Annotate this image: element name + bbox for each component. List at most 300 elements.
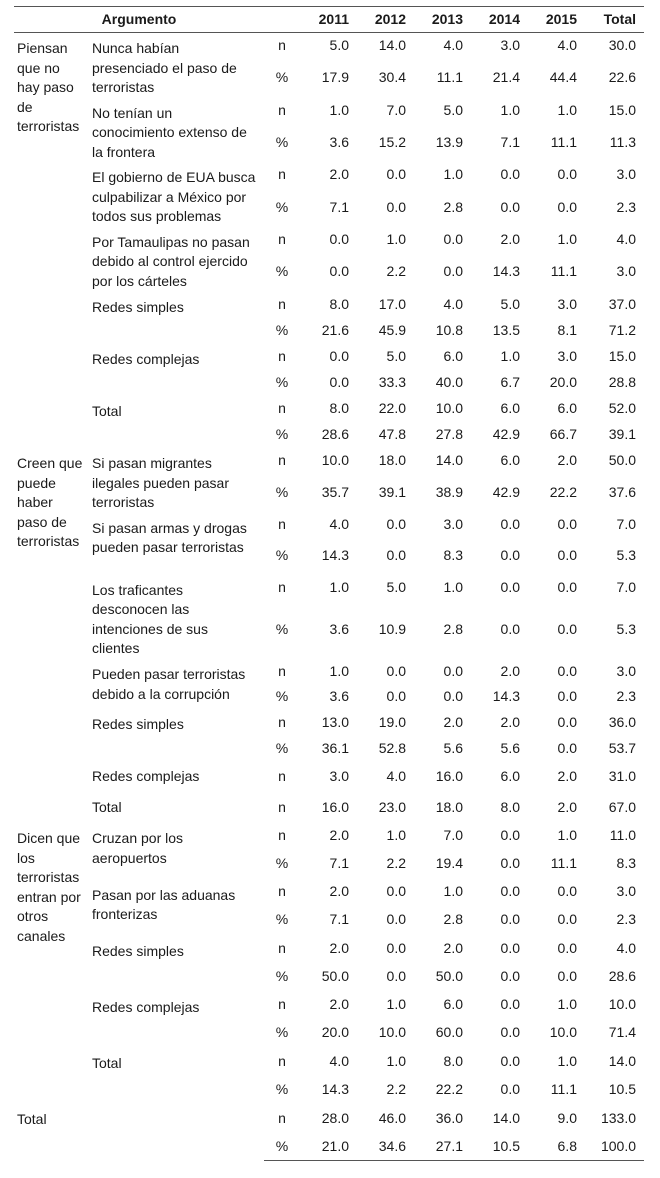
value-cell: 0.0 [500, 826, 521, 843]
value-cell: 0.0 [386, 166, 407, 183]
argument-label: Redes simples [92, 942, 184, 959]
argument-label: Redes complejas [92, 350, 200, 367]
value-cell: 0.0 [500, 1024, 521, 1041]
value-cell: 6.0 [443, 996, 464, 1013]
value-cell: 27.1 [414, 1132, 471, 1160]
value-cell: 35.7 [321, 484, 350, 501]
value-cell: 11.1 [550, 263, 578, 280]
value-cell: 0.0 [386, 940, 407, 957]
value-cell: 10.0 [435, 400, 464, 417]
value-cell: 40.0 [435, 374, 464, 391]
argument-label: Total [92, 402, 122, 419]
value-cell: 3.0 [557, 296, 578, 313]
value-cell: 2.8 [443, 198, 464, 215]
table-row [14, 936, 644, 962]
table-row [14, 227, 644, 252]
value-cell: 3.0 [616, 662, 637, 679]
unit-cell: n [278, 799, 286, 816]
argument-label: Nunca habían presenciado el paso de terroristas [92, 40, 237, 95]
header-2012: 2012 [357, 7, 414, 33]
value-cell: 3.0 [557, 348, 578, 365]
value-cell: 0.0 [386, 968, 407, 985]
value-cell: 2.0 [500, 713, 521, 730]
value-cell: 0.0 [500, 968, 521, 985]
value-cell: 44.4 [549, 69, 578, 86]
unit-cell: % [264, 1132, 300, 1160]
unit-cell: n [278, 516, 286, 533]
value-cell: 4.0 [616, 230, 637, 247]
value-cell: 0.0 [557, 911, 578, 928]
unit-cell: % [275, 263, 289, 280]
value-cell: 0.0 [386, 547, 407, 564]
value-cell: 1.0 [500, 101, 521, 118]
value-cell: 10.5 [608, 1080, 637, 1097]
unit-cell: % [275, 547, 289, 564]
table-row [14, 992, 644, 1018]
value-cell: 28.6 [321, 426, 350, 443]
value-cell: 10.0 [321, 452, 350, 468]
value-cell: 0.0 [386, 516, 407, 533]
value-cell: 31.0 [608, 768, 637, 785]
value-cell: 50.0 [321, 968, 350, 985]
unit-cell: n [278, 940, 286, 957]
unit-cell: n [278, 101, 286, 118]
value-cell: 10.9 [378, 621, 407, 638]
value-cell: 2.2 [386, 1080, 407, 1097]
unit-cell: n [278, 166, 286, 183]
value-cell: 52.8 [378, 739, 407, 756]
value-cell: 16.0 [435, 768, 464, 785]
unit-cell: n [278, 400, 286, 417]
value-cell: 39.1 [378, 484, 407, 501]
table-row [14, 709, 644, 735]
value-cell: 21.6 [321, 322, 350, 339]
header-2013: 2013 [414, 7, 471, 33]
group-label: Total [17, 1111, 47, 1128]
group-label: Creen que puede haber paso de terroristas [17, 455, 83, 549]
value-cell: 16.0 [321, 799, 350, 816]
value-cell: 0.0 [500, 855, 521, 872]
value-cell: 3.0 [500, 36, 521, 53]
value-cell: 1.0 [386, 996, 407, 1013]
value-cell: 7.0 [386, 101, 407, 118]
value-cell: 14.3 [321, 1080, 350, 1097]
argument-label: No tenían un conocimiento extenso de la frontera [92, 104, 247, 160]
value-cell: 5.3 [616, 547, 637, 564]
value-cell: 6.8 [528, 1132, 585, 1160]
value-cell: 7.0 [616, 579, 637, 596]
value-cell: 21.0 [300, 1132, 357, 1160]
table-row [14, 33, 644, 58]
value-cell: 22.6 [608, 69, 637, 86]
value-cell: 1.0 [557, 1052, 578, 1069]
value-cell: 0.0 [329, 348, 350, 365]
unit-cell: n [278, 452, 286, 468]
value-cell: 13.0 [321, 713, 350, 730]
value-cell: 0.0 [557, 940, 578, 957]
value-cell: 8.0 [443, 1052, 464, 1069]
value-cell: 10.0 [378, 1024, 407, 1041]
value-cell: 11.1 [550, 855, 578, 872]
table-row [14, 792, 644, 823]
value-cell: 4.0 [616, 940, 637, 957]
value-cell: 11.1 [436, 69, 464, 86]
value-cell: 30.4 [378, 69, 407, 86]
value-cell: 0.0 [443, 230, 464, 247]
unit-cell: % [275, 911, 289, 928]
table-row [14, 575, 644, 601]
data-table [14, 6, 644, 1161]
value-cell: 67.0 [608, 799, 637, 816]
table-row [14, 162, 644, 187]
value-cell: 14.0 [492, 1109, 521, 1126]
group-label: Dicen que los terroristas entran por otros canales [17, 830, 81, 944]
table-row [14, 1104, 644, 1132]
value-cell: 28.8 [608, 374, 637, 391]
value-cell: 3.6 [329, 687, 350, 704]
value-cell: 0.0 [557, 968, 578, 985]
value-cell: 30.0 [608, 36, 637, 53]
value-cell: 1.0 [329, 101, 350, 118]
unit-cell: % [275, 968, 289, 985]
unit-cell: % [275, 1080, 289, 1097]
value-cell: 4.0 [557, 36, 578, 53]
argument-label: El gobierno de EUA busca culpabilizar a México por todos sus problemas [92, 169, 256, 225]
value-cell: 0.0 [557, 662, 578, 679]
unit-cell: n [278, 296, 286, 313]
value-cell: 20.0 [549, 374, 578, 391]
value-cell: 100.0 [585, 1132, 644, 1160]
value-cell: 0.0 [557, 516, 578, 533]
value-cell: 2.3 [616, 198, 637, 215]
value-cell: 37.6 [608, 484, 637, 501]
value-cell: 0.0 [557, 579, 578, 596]
value-cell: 0.0 [500, 198, 521, 215]
value-cell: 20.0 [321, 1024, 350, 1041]
value-cell: 1.0 [443, 579, 464, 596]
value-cell: 1.0 [386, 826, 407, 843]
argument-label [86, 1104, 264, 1160]
unit-cell: % [275, 484, 289, 501]
value-cell: 52.0 [608, 400, 637, 417]
value-cell: 2.0 [329, 996, 350, 1013]
value-cell: 18.0 [378, 452, 407, 468]
value-cell: 2.0 [557, 768, 578, 785]
value-cell: 6.0 [443, 348, 464, 365]
value-cell: 1.0 [557, 101, 578, 118]
value-cell: 0.0 [386, 687, 407, 704]
value-cell: 38.9 [435, 484, 464, 501]
value-cell: 8.0 [500, 799, 521, 816]
value-cell: 10.8 [435, 322, 464, 339]
value-cell: 5.0 [386, 348, 407, 365]
value-cell: 1.0 [386, 1052, 407, 1069]
value-cell: 15.0 [608, 101, 637, 118]
value-cell: 3.0 [616, 166, 637, 183]
argument-label: Si pasan armas y drogas pueden pasar terroristas [92, 519, 247, 556]
value-cell: 14.0 [378, 36, 407, 53]
value-cell: 2.8 [443, 621, 464, 638]
value-cell: 53.7 [608, 739, 637, 756]
argument-label: Pasan por las aduanas fronterizas [92, 886, 236, 923]
value-cell: 5.3 [616, 621, 637, 638]
unit-cell: n [278, 826, 286, 843]
table-body [14, 33, 644, 1161]
unit-cell: n [278, 1109, 286, 1126]
table-row [14, 98, 644, 123]
value-cell: 3.6 [329, 133, 350, 150]
header-argumento: Argumento [14, 7, 264, 33]
argument-label: Pueden pasar terroristas debido a la corrupción [92, 666, 246, 702]
value-cell: 66.7 [549, 426, 578, 443]
argument-label: Los traficantes desconocen las intenciones de sus clientes [92, 581, 208, 657]
value-cell: 15.0 [608, 348, 637, 365]
value-cell: 0.0 [386, 911, 407, 928]
value-cell: 0.0 [386, 198, 407, 215]
header-row [14, 7, 644, 33]
value-cell: 0.0 [443, 662, 464, 679]
value-cell: 2.0 [329, 826, 350, 843]
unit-cell: n [278, 36, 286, 53]
value-cell: 28.0 [321, 1109, 350, 1126]
value-cell: 5.0 [329, 36, 350, 53]
value-cell: 2.8 [443, 911, 464, 928]
value-cell: 5.0 [500, 296, 521, 313]
value-cell: 1.0 [557, 996, 578, 1013]
value-cell: 8.0 [329, 296, 350, 313]
value-cell: 36.0 [435, 1109, 464, 1126]
value-cell: 42.9 [492, 426, 521, 443]
argument-label: Redes complejas [92, 768, 200, 785]
unit-cell: n [278, 662, 286, 679]
value-cell: 0.0 [557, 547, 578, 564]
table-row [14, 1048, 644, 1074]
value-cell: 1.0 [443, 166, 464, 183]
unit-cell: % [275, 739, 289, 756]
unit-cell: n [278, 713, 286, 730]
unit-cell: % [275, 426, 289, 443]
value-cell: 4.0 [443, 296, 464, 313]
value-cell: 45.9 [378, 322, 407, 339]
value-cell: 10.0 [549, 1024, 578, 1041]
value-cell: 3.0 [616, 263, 637, 280]
value-cell: 22.2 [435, 1080, 464, 1097]
unit-cell: n [278, 883, 286, 900]
value-cell: 71.2 [608, 322, 637, 339]
value-cell: 3.0 [329, 768, 350, 785]
group-label: Piensan que no hay paso de terroristas [17, 40, 80, 134]
value-cell: 7.1 [329, 855, 350, 872]
value-cell: 8.1 [557, 322, 578, 339]
value-cell: 11.1 [550, 133, 578, 150]
value-cell: 8.0 [329, 400, 350, 417]
value-cell: 2.3 [616, 911, 637, 928]
value-cell: 8.3 [616, 855, 637, 872]
unit-cell: n [278, 1052, 286, 1069]
value-cell: 19.4 [435, 855, 464, 872]
unit-cell: n [278, 230, 286, 247]
value-cell: 2.2 [386, 263, 407, 280]
value-cell: 0.0 [500, 883, 521, 900]
unit-cell: % [275, 1024, 289, 1041]
value-cell: 1.0 [386, 230, 407, 247]
value-cell: 0.0 [557, 166, 578, 183]
value-cell: 1.0 [500, 348, 521, 365]
table-row [14, 396, 644, 422]
value-cell: 2.3 [616, 687, 637, 704]
value-cell: 0.0 [500, 911, 521, 928]
unit-cell: % [275, 374, 289, 391]
value-cell: 14.3 [492, 263, 521, 280]
value-cell: 47.8 [378, 426, 407, 443]
argument-label: Total [92, 1054, 122, 1071]
argument-label: Cruzan por los aeropuertos [92, 830, 184, 866]
value-cell: 0.0 [500, 579, 521, 596]
unit-cell: % [275, 621, 289, 638]
unit-cell: % [275, 198, 289, 215]
table-header [14, 7, 644, 33]
value-cell: 6.0 [500, 452, 521, 468]
value-cell: 60.0 [435, 1024, 464, 1041]
value-cell: 4.0 [329, 1052, 350, 1069]
unit-cell: % [275, 322, 289, 339]
table-row [14, 823, 644, 847]
value-cell: 0.0 [500, 940, 521, 957]
value-cell: 36.0 [608, 713, 637, 730]
value-cell: 46.0 [378, 1109, 407, 1126]
unit-cell: n [278, 996, 286, 1013]
argument-label: Total [92, 799, 122, 816]
value-cell: 71.4 [608, 1024, 637, 1041]
value-cell: 2.0 [500, 662, 521, 679]
value-cell: 33.3 [378, 374, 407, 391]
table-row [14, 659, 644, 683]
value-cell: 0.0 [386, 883, 407, 900]
value-cell: 0.0 [557, 687, 578, 704]
value-cell: 8.3 [443, 547, 464, 564]
value-cell: 1.0 [329, 579, 350, 596]
unit-cell: % [275, 687, 289, 704]
header-unit [264, 7, 300, 33]
value-cell: 13.5 [492, 322, 521, 339]
value-cell: 4.0 [329, 516, 350, 533]
value-cell: 5.0 [443, 101, 464, 118]
value-cell: 11.0 [609, 826, 637, 843]
value-cell: 50.0 [608, 452, 637, 468]
value-cell: 4.0 [443, 36, 464, 53]
value-cell: 0.0 [557, 198, 578, 215]
value-cell: 1.0 [557, 230, 578, 247]
value-cell: 2.0 [443, 940, 464, 957]
value-cell: 39.1 [608, 426, 637, 443]
header-2014: 2014 [471, 7, 528, 33]
value-cell: 7.0 [616, 516, 637, 533]
value-cell: 5.0 [386, 579, 407, 596]
value-cell: 1.0 [557, 826, 578, 843]
value-cell: 0.0 [443, 263, 464, 280]
unit-cell: n [278, 579, 286, 596]
value-cell: 14.0 [608, 1052, 637, 1069]
argument-label: Si pasan migrantes ilegales pueden pasar terroristas [92, 455, 229, 510]
value-cell: 2.0 [329, 883, 350, 900]
value-cell: 6.0 [500, 768, 521, 785]
value-cell: 36.1 [321, 739, 350, 756]
unit-cell: n [278, 348, 286, 365]
value-cell: 14.0 [435, 452, 464, 468]
value-cell: 22.2 [549, 484, 578, 501]
value-cell: 2.0 [443, 713, 464, 730]
value-cell: 0.0 [329, 263, 350, 280]
header-2015: 2015 [528, 7, 585, 33]
value-cell: 19.0 [378, 713, 407, 730]
value-cell: 2.0 [500, 230, 521, 247]
value-cell: 0.0 [557, 883, 578, 900]
value-cell: 2.0 [329, 166, 350, 183]
value-cell: 10.0 [608, 996, 637, 1013]
value-cell: 28.6 [608, 968, 637, 985]
value-cell: 5.6 [443, 739, 464, 756]
value-cell: 27.8 [435, 426, 464, 443]
header-total: Total [585, 7, 644, 33]
value-cell: 7.1 [500, 133, 521, 150]
value-cell: 2.2 [386, 855, 407, 872]
value-cell: 42.9 [492, 484, 521, 501]
value-cell: 0.0 [500, 547, 521, 564]
value-cell: 23.0 [378, 799, 407, 816]
value-cell: 2.0 [557, 452, 578, 468]
value-cell: 10.5 [471, 1132, 528, 1160]
value-cell: 17.9 [321, 69, 350, 86]
value-cell: 2.0 [557, 799, 578, 816]
value-cell: 0.0 [500, 996, 521, 1013]
value-cell: 6.0 [500, 400, 521, 417]
table-row [14, 292, 644, 318]
table-row [14, 448, 644, 473]
value-cell: 133.0 [600, 1109, 637, 1126]
value-cell: 2.0 [329, 940, 350, 957]
value-cell: 14.3 [492, 687, 521, 704]
value-cell: 7.1 [329, 198, 350, 215]
value-cell: 11.1 [550, 1080, 578, 1097]
value-cell: 7.1 [329, 911, 350, 928]
value-cell: 17.0 [378, 296, 407, 313]
header-2011: 2011 [300, 7, 357, 33]
table-row [14, 880, 644, 904]
argument-label: Redes simples [92, 716, 184, 733]
value-cell: 37.0 [608, 296, 637, 313]
value-cell: 18.0 [435, 799, 464, 816]
value-cell: 3.0 [443, 516, 464, 533]
value-cell: 4.0 [386, 768, 407, 785]
value-cell: 7.0 [443, 826, 464, 843]
value-cell: 6.7 [500, 374, 521, 391]
value-cell: 0.0 [557, 713, 578, 730]
argument-label: Redes simples [92, 298, 184, 315]
value-cell: 3.6 [329, 621, 350, 638]
value-cell: 6.0 [557, 400, 578, 417]
argument-label: Redes complejas [92, 998, 200, 1015]
value-cell: 0.0 [329, 230, 350, 247]
value-cell: 5.6 [500, 739, 521, 756]
value-cell: 1.0 [329, 662, 350, 679]
value-cell: 15.2 [378, 133, 407, 150]
value-cell: 1.0 [443, 883, 464, 900]
value-cell: 0.0 [500, 516, 521, 533]
value-cell: 34.6 [357, 1132, 414, 1160]
argument-label: Por Tamaulipas no pasan debido al control ejercido por los cárteles [92, 233, 250, 289]
value-cell: 22.0 [378, 400, 407, 417]
value-cell: 0.0 [443, 687, 464, 704]
